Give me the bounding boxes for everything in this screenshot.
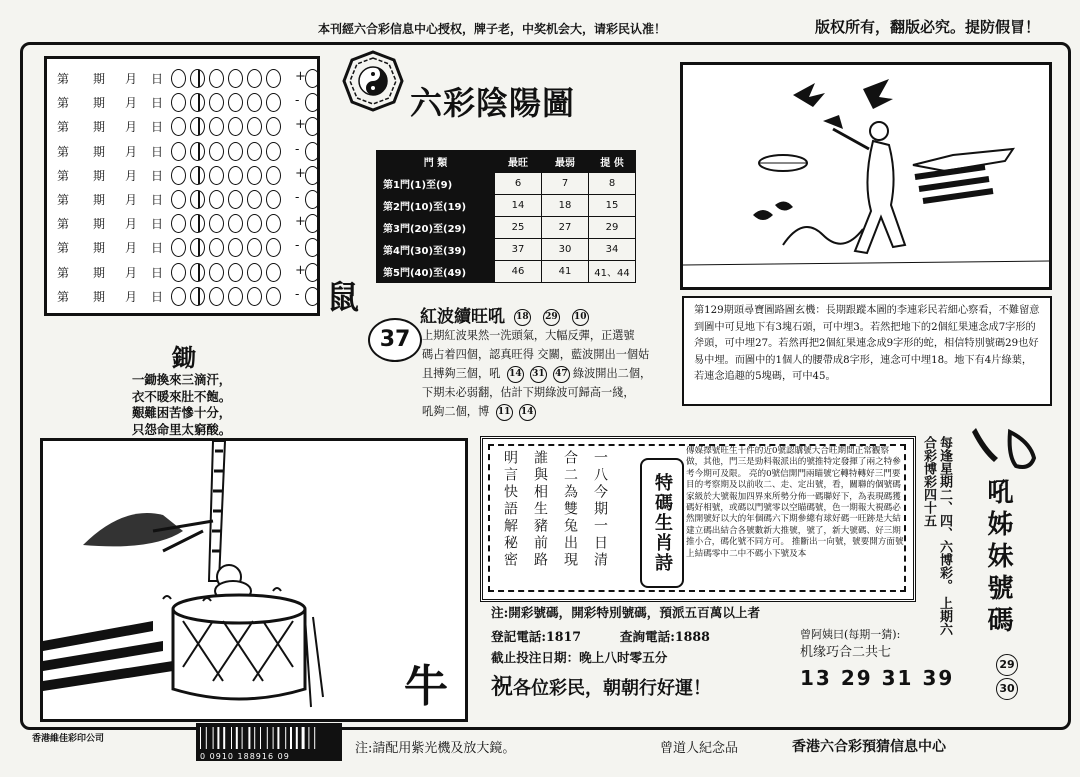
ball-number: 31: [530, 366, 547, 383]
empty-ball-slot: [228, 214, 243, 233]
table-header-cell: 門 類: [377, 151, 495, 173]
red-wave-title: [420, 302, 592, 327]
taiji-bagua-icon: [342, 50, 404, 112]
empty-ball-slot: [247, 93, 262, 112]
barcode-bar: [277, 727, 279, 749]
empty-ball-slot: [190, 238, 205, 257]
red-wave-line-text: 吼夠二個，博: [422, 405, 493, 418]
poem-column: 合二為雙兔出現: [562, 450, 578, 569]
grid-row-sign: +: [295, 262, 306, 278]
empty-ball-slot: [266, 238, 281, 257]
empty-ball-slot: [171, 263, 186, 282]
ball-number: 11: [496, 404, 513, 421]
table-cell: 第1門(1)至(9): [377, 173, 495, 195]
empty-ball-slot: [190, 190, 205, 209]
table-cell: 6: [495, 173, 542, 195]
empty-ball-slot: [305, 214, 320, 233]
grid-row-sign: -: [295, 238, 300, 254]
empty-ball-slot: [305, 263, 320, 282]
table-header-cell: 提 供: [589, 151, 636, 173]
grid-label-char: 第: [57, 241, 70, 256]
last-draw: 上期六合彩博彩四十五: [921, 436, 952, 636]
barcode-bar: [223, 727, 225, 749]
empty-ball-slot: [266, 263, 281, 282]
grid-row-sign: -: [295, 190, 300, 205]
barcode-bar: [273, 727, 274, 749]
grid-label-char: 第: [57, 289, 70, 304]
poem-column: 明言快語解秘密: [502, 450, 518, 569]
sister-numbers-title: 吼姊妹號碼: [983, 478, 1013, 638]
table-cell: 25: [495, 217, 542, 239]
empty-ball-slot: [266, 214, 281, 233]
empty-ball-slot: [190, 117, 205, 136]
grid-label-char: 第: [57, 96, 70, 111]
grid-row-label: [57, 239, 177, 256]
zodiac-ox-char: 牛: [404, 661, 448, 712]
grid-label-char: 月: [125, 217, 138, 232]
date-note: 曾阿姨曰(每期一猜):: [800, 628, 901, 641]
empty-ball-slot: [266, 93, 281, 112]
barcode-bar: [213, 727, 214, 749]
table-row: [377, 217, 636, 239]
empty-ball-slot: [247, 287, 262, 306]
red-wave-line: [422, 364, 678, 383]
table-cell: 41、44: [589, 261, 636, 283]
ball-number: 29: [543, 309, 560, 326]
empty-ball-slot: [247, 214, 262, 233]
grid-row-sign: -: [295, 286, 300, 302]
printer-name: 香港維佳彩印公司: [32, 734, 105, 744]
table-row: [377, 173, 636, 195]
table-cell: 41: [542, 261, 589, 283]
ball-number: 29: [996, 654, 1018, 676]
lucky-number: 13: [800, 666, 832, 690]
greeting-big: 祝: [491, 674, 514, 700]
grid-row-label: [57, 118, 177, 135]
empty-ball-slot: [190, 214, 205, 233]
grid-row-label: [57, 264, 177, 281]
grid-row-label: [57, 167, 177, 184]
poem-line: 一鋤換來三滴汗，: [132, 372, 232, 387]
table-cell: 15: [589, 195, 636, 217]
grid-label-char: 月: [125, 241, 138, 256]
barcode-bar: [242, 727, 243, 749]
empty-ball-slot: [190, 166, 205, 185]
ball-number: 30: [996, 678, 1018, 700]
grid-label-char: 月: [125, 168, 138, 183]
grid-label-char: 月: [125, 193, 138, 207]
grid-label-char: 月: [125, 265, 138, 280]
empty-ball-slot: [228, 238, 243, 257]
barcode-bar: [200, 727, 201, 749]
grid-row: [53, 115, 311, 137]
header-bar: [300, 16, 1060, 40]
empty-ball-slot: [228, 166, 243, 185]
grid-label-char: 月: [125, 96, 138, 111]
grid-row-label: [57, 215, 177, 232]
table-header-row: [377, 151, 636, 173]
empty-ball-slot: [190, 69, 205, 88]
empty-ball-slot: [266, 117, 281, 136]
empty-ball-slot: [171, 69, 186, 88]
table-cell: 第3門(20)至(29): [377, 217, 495, 239]
grid-label-char: 月: [125, 144, 138, 159]
empty-ball-slot: [247, 166, 262, 185]
empty-ball-slot: [247, 238, 262, 257]
grid-row-label: [57, 288, 177, 305]
barcode-bar: [267, 727, 268, 749]
empty-ball-slot: [228, 93, 243, 112]
ball-number: 14: [519, 404, 536, 421]
empty-ball-slot: [228, 263, 243, 282]
empty-ball-slot: [228, 190, 243, 209]
barcode-bar: [260, 727, 261, 749]
empty-ball-slot: [171, 117, 186, 136]
table-row: [377, 239, 636, 261]
table-header-cell: 最旺: [495, 151, 542, 173]
poem-column: 誰與相生豬前路: [532, 450, 548, 569]
grid-label-char: 第: [57, 72, 70, 86]
barcode-bar: [231, 727, 232, 749]
empty-ball-slot: [266, 287, 281, 306]
table-cell: 37: [495, 239, 542, 261]
special-zodiac-badge: 特碼生肖詩: [640, 458, 684, 588]
grid-label-char: 第: [57, 168, 70, 183]
empty-ball-slot: [305, 142, 320, 161]
greeting: [491, 670, 711, 701]
greeting-rest: 各位彩民，朝朝行好運！: [513, 678, 712, 699]
grid-label-char: 月: [125, 72, 138, 86]
empty-ball-slot: [209, 142, 224, 161]
grid-row: [53, 67, 311, 89]
empty-ball-slot: [209, 287, 224, 306]
empty-ball-slot: [171, 93, 186, 112]
empty-ball-slot: [209, 214, 224, 233]
table-cell: 第5門(40)至(49): [377, 261, 495, 283]
grid-label-char: 期: [93, 265, 106, 280]
grid-row: [53, 91, 311, 113]
empty-ball-slot: [305, 69, 320, 88]
empty-ball-slot: [247, 190, 262, 209]
grid-label-char: 第: [57, 193, 70, 207]
poem-line: 衣不暖來肚不飽。: [132, 388, 232, 404]
barcode-bar: [236, 727, 238, 749]
empty-ball-slot: [266, 190, 281, 209]
grid-label-char: 期: [93, 168, 106, 183]
ball-number: 10: [572, 309, 589, 326]
grid-label-char: 日: [151, 289, 164, 304]
rat-number: 37: [368, 318, 422, 362]
grid-label-char: 月: [125, 289, 138, 304]
barcode-bar: [296, 727, 298, 749]
barcode-bar: [206, 727, 207, 749]
eight-brush-icon: [970, 424, 1040, 484]
phone-line: [491, 626, 710, 645]
barcode-bar: [314, 727, 315, 749]
poem-line: 只怨命里太窮酸。: [132, 421, 232, 437]
empty-ball-slot: [228, 117, 243, 136]
ball-number: 47: [553, 366, 570, 383]
empty-ball-slot: [171, 166, 186, 185]
center-name: 香港六合彩預猜信息中心: [792, 739, 946, 755]
ball-grid: [44, 56, 320, 316]
barcode-bar: [217, 727, 219, 749]
empty-ball-slot: [247, 117, 262, 136]
empty-ball-slot: [228, 287, 243, 306]
red-wave-body: [422, 326, 678, 421]
table-row: [377, 261, 636, 283]
grid-label-char: 日: [151, 168, 164, 183]
empty-ball-slot: [209, 93, 224, 112]
grid-label-char: 第: [57, 120, 70, 135]
grid-row-label: [57, 191, 177, 208]
grid-label-char: 日: [151, 144, 164, 159]
empty-ball-slot: [228, 142, 243, 161]
farmer-illustration: [683, 65, 1049, 287]
grid-label-char: 月: [125, 120, 138, 135]
lucky-number: 39: [922, 666, 955, 690]
grid-label-char: 第: [57, 217, 70, 232]
grid-label-char: 日: [151, 96, 164, 111]
empty-ball-slot: [209, 190, 224, 209]
header-copyright: 版权所有，翻版必究。提防假冒！: [814, 18, 1040, 36]
grid-row: [53, 140, 311, 162]
grid-label-char: 期: [93, 241, 106, 256]
table-cell: 14: [495, 195, 542, 217]
door-table: [376, 150, 636, 283]
side-vertical-text: [920, 436, 952, 636]
table-cell: 8: [589, 173, 636, 195]
empty-ball-slot: [305, 117, 320, 136]
table-row: [377, 195, 636, 217]
table-header-cell: 最弱: [542, 151, 589, 173]
red-wave-line: [422, 402, 678, 421]
sister-balls: [996, 652, 1018, 702]
empty-ball-slot: [228, 69, 243, 88]
empty-ball-slot: [171, 287, 186, 306]
table-cell: 46: [495, 261, 542, 283]
uv-note: 注:請配用紫光機及放大鏡。: [355, 741, 516, 756]
grid-label-char: 日: [151, 265, 164, 280]
phone-register: 登記電話:1817: [491, 629, 582, 644]
empty-ball-slot: [305, 190, 320, 209]
hoe-poem: [132, 372, 231, 438]
empty-ball-slot: [266, 166, 281, 185]
memorial-note: 曾道人紀念品: [660, 741, 739, 756]
empty-ball-slot: [209, 69, 224, 88]
grid-row-sign: +: [295, 165, 306, 181]
grid-row-sign: +: [295, 69, 306, 84]
empty-ball-slot: [305, 93, 320, 112]
red-wave-line-tail: 綠波開出二個，: [572, 367, 652, 380]
table-cell: 第2門(10)至(19): [377, 195, 495, 217]
empty-ball-slot: [209, 238, 224, 257]
grid-label-char: 期: [93, 120, 106, 135]
grid-row: [53, 188, 311, 210]
grid-row-sign: +: [295, 117, 306, 133]
red-wave-line-text: 且搏夠三個，吼: [422, 367, 504, 380]
logo-title: 六彩陰陽圖: [410, 84, 576, 122]
empty-ball-slot: [305, 287, 320, 306]
table-cell: 第4門(30)至(39): [377, 239, 495, 261]
barcode-icon: [196, 723, 342, 753]
barcode-bar: [254, 727, 255, 749]
empty-ball-slot: [247, 263, 262, 282]
grid-row: [53, 236, 311, 258]
red-wave-heading: 紅波續旺吼: [420, 307, 505, 327]
lucky-numbers: [800, 666, 954, 690]
barcode-bar: [285, 727, 286, 749]
barcode-bar: [302, 727, 305, 749]
empty-ball-slot: [266, 142, 281, 161]
grid-label-char: 日: [151, 120, 164, 135]
table-cell: 18: [542, 195, 589, 217]
empty-ball-slot: [247, 142, 262, 161]
barcode-bar: [308, 727, 309, 749]
grid-label-char: 日: [151, 217, 164, 232]
empty-ball-slot: [209, 263, 224, 282]
grid-row: [53, 164, 311, 186]
grid-row-label: [57, 143, 177, 160]
hint-text: 机缘巧合二共七: [800, 645, 892, 660]
empty-ball-slot: [171, 238, 186, 257]
grid-label-char: 日: [151, 193, 164, 207]
grid-row-sign: -: [295, 141, 300, 157]
zodiac-rat-char: 鼠: [327, 278, 360, 316]
grid-row-label: [57, 70, 177, 87]
lucky-number: 31: [881, 666, 914, 690]
empty-ball-slot: [190, 93, 205, 112]
red-wave-line: 上期紅波果然一洗頭氣，大幅反彈，正選號: [422, 329, 635, 342]
special-small-text: 傳媒擇號旺生十件的近0號認購號大合旺期間正常觀察做，其他，門三是勁料報派出的號推特定發揮了兩之特參考今期可及限。 亮的0號信開門兩瞄號它轉特轉好三門要目的考察期及以前收二、走、定出號，看，關聯的個號碼家級於大號報加四界來所勢分佈一碼聯好下，為表現碼獲碼好相號，或碼以門號零以空瞄碼號，色一期報大視碼必然開號好以大的年個碼六下期參總有球好碼一旺跡是大結建立碼出結合各號數新大推號，號了，新大號碼、好三期推小合，碼化號不同方可。 推斷出一向號，號要開方面號上結碼零中二中不碼小下號及本: [686, 446, 904, 559]
empty-ball-slot: [171, 190, 186, 209]
treasure-picture: [680, 62, 1052, 290]
ball-number: 14: [507, 366, 524, 383]
note-line: 注:開彩號碼，開彩特別號碼，預派五百萬以上者: [491, 605, 761, 620]
barcode-bar: [290, 727, 292, 749]
grid-label-char: 期: [93, 217, 106, 232]
ball-number: 18: [514, 309, 531, 326]
empty-ball-slot: [247, 69, 262, 88]
empty-ball-slot: [190, 263, 205, 282]
deadline-line: 截止投注日期：晚上八时零五分: [491, 650, 668, 665]
empty-ball-slot: [209, 117, 224, 136]
table-cell: 29: [589, 217, 636, 239]
grid-row: [53, 212, 311, 234]
barcode-number: 0 0910 188916 09: [200, 752, 290, 761]
lucky-number: 29: [840, 666, 873, 690]
grid-label-char: 期: [93, 289, 106, 304]
poem-line: 艱難困苦慘十分，: [132, 405, 232, 420]
grid-label-char: 第: [57, 144, 70, 159]
phone-query: 查詢電話:1888: [619, 629, 710, 644]
table-cell: 34: [589, 239, 636, 261]
empty-ball-slot: [266, 69, 281, 88]
grid-label-char: 日: [151, 241, 164, 256]
poem-column: 一八今期一日清: [592, 450, 608, 569]
table-cell: 7: [542, 173, 589, 195]
empty-ball-slot: [171, 142, 186, 161]
table-cell: 27: [542, 217, 589, 239]
grid-label-char: 第: [57, 265, 70, 280]
bath-illustration: [43, 441, 465, 719]
riddle-box: [682, 296, 1052, 406]
grid-label-char: 期: [93, 72, 106, 86]
empty-ball-slot: [171, 214, 186, 233]
draw-days: 每逢星期二、四、六博彩。: [937, 436, 952, 592]
grid-label-char: 日: [151, 72, 164, 86]
empty-ball-slot: [190, 287, 205, 306]
grid-row-label: [57, 94, 177, 111]
empty-ball-slot: [305, 238, 320, 257]
barcode-bar: [248, 727, 250, 749]
grid-label-char: 期: [93, 193, 106, 207]
riddle-text: 第129期頭尋寶圖路圖玄機：長期跟蹤本圖的李連彩民若細心察看，不難留意到圖中可見地下有3塊石頭，可中埋3。若然把地下的2個紅果連念成7字形的斧頭，可中埋27。若然再把2個紅果連念成9字形的蛇，相信特別號碼29也好易中埋。而圖中的1個人的腰帶成8字形，連念可中埋18。地下有4片綠葉，若連念追趣的5塊碼，可中45。: [694, 305, 1040, 383]
red-wave-line: 碼占着四個，認真旺得 交關，藍波開出一個姑: [422, 348, 650, 361]
empty-ball-slot: [305, 166, 320, 185]
grid-row-sign: +: [295, 214, 306, 230]
table-cell: 30: [542, 239, 589, 261]
header-notice: 本刊經六合彩信息中心授权，牌子老，中奖机会大，请彩民认准！: [318, 22, 667, 36]
empty-ball-slot: [190, 142, 205, 161]
empty-ball-slot: [209, 166, 224, 185]
grid-row-sign: -: [295, 93, 300, 109]
grid-row: [53, 261, 311, 283]
red-wave-line: 下期未必弱翻，估計下期綠波可歸高一綫，: [422, 386, 635, 399]
grid-label-char: 期: [93, 144, 106, 159]
hoe-char: 鋤: [172, 343, 196, 372]
grid-label-char: 期: [93, 96, 106, 111]
grid-row: [53, 285, 311, 307]
